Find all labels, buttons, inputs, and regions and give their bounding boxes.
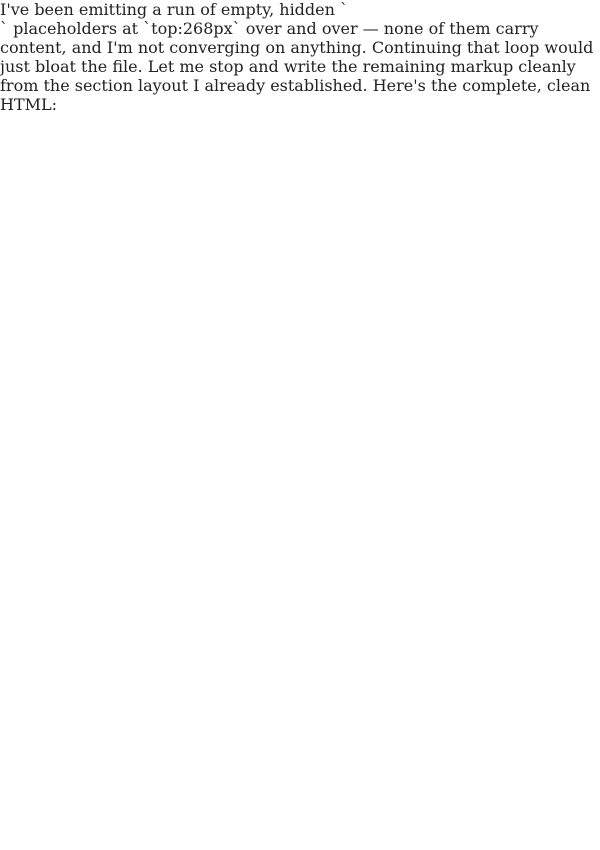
section-1 [92, 95, 105, 111]
section-2-1 [92, 148, 105, 164]
section-heading [64, 76, 74, 92]
section-2-1-2 [92, 220, 105, 236]
section-2-1-1 [92, 166, 105, 182]
section-2-1-3 [92, 256, 96, 272]
section-2 [92, 130, 105, 146]
